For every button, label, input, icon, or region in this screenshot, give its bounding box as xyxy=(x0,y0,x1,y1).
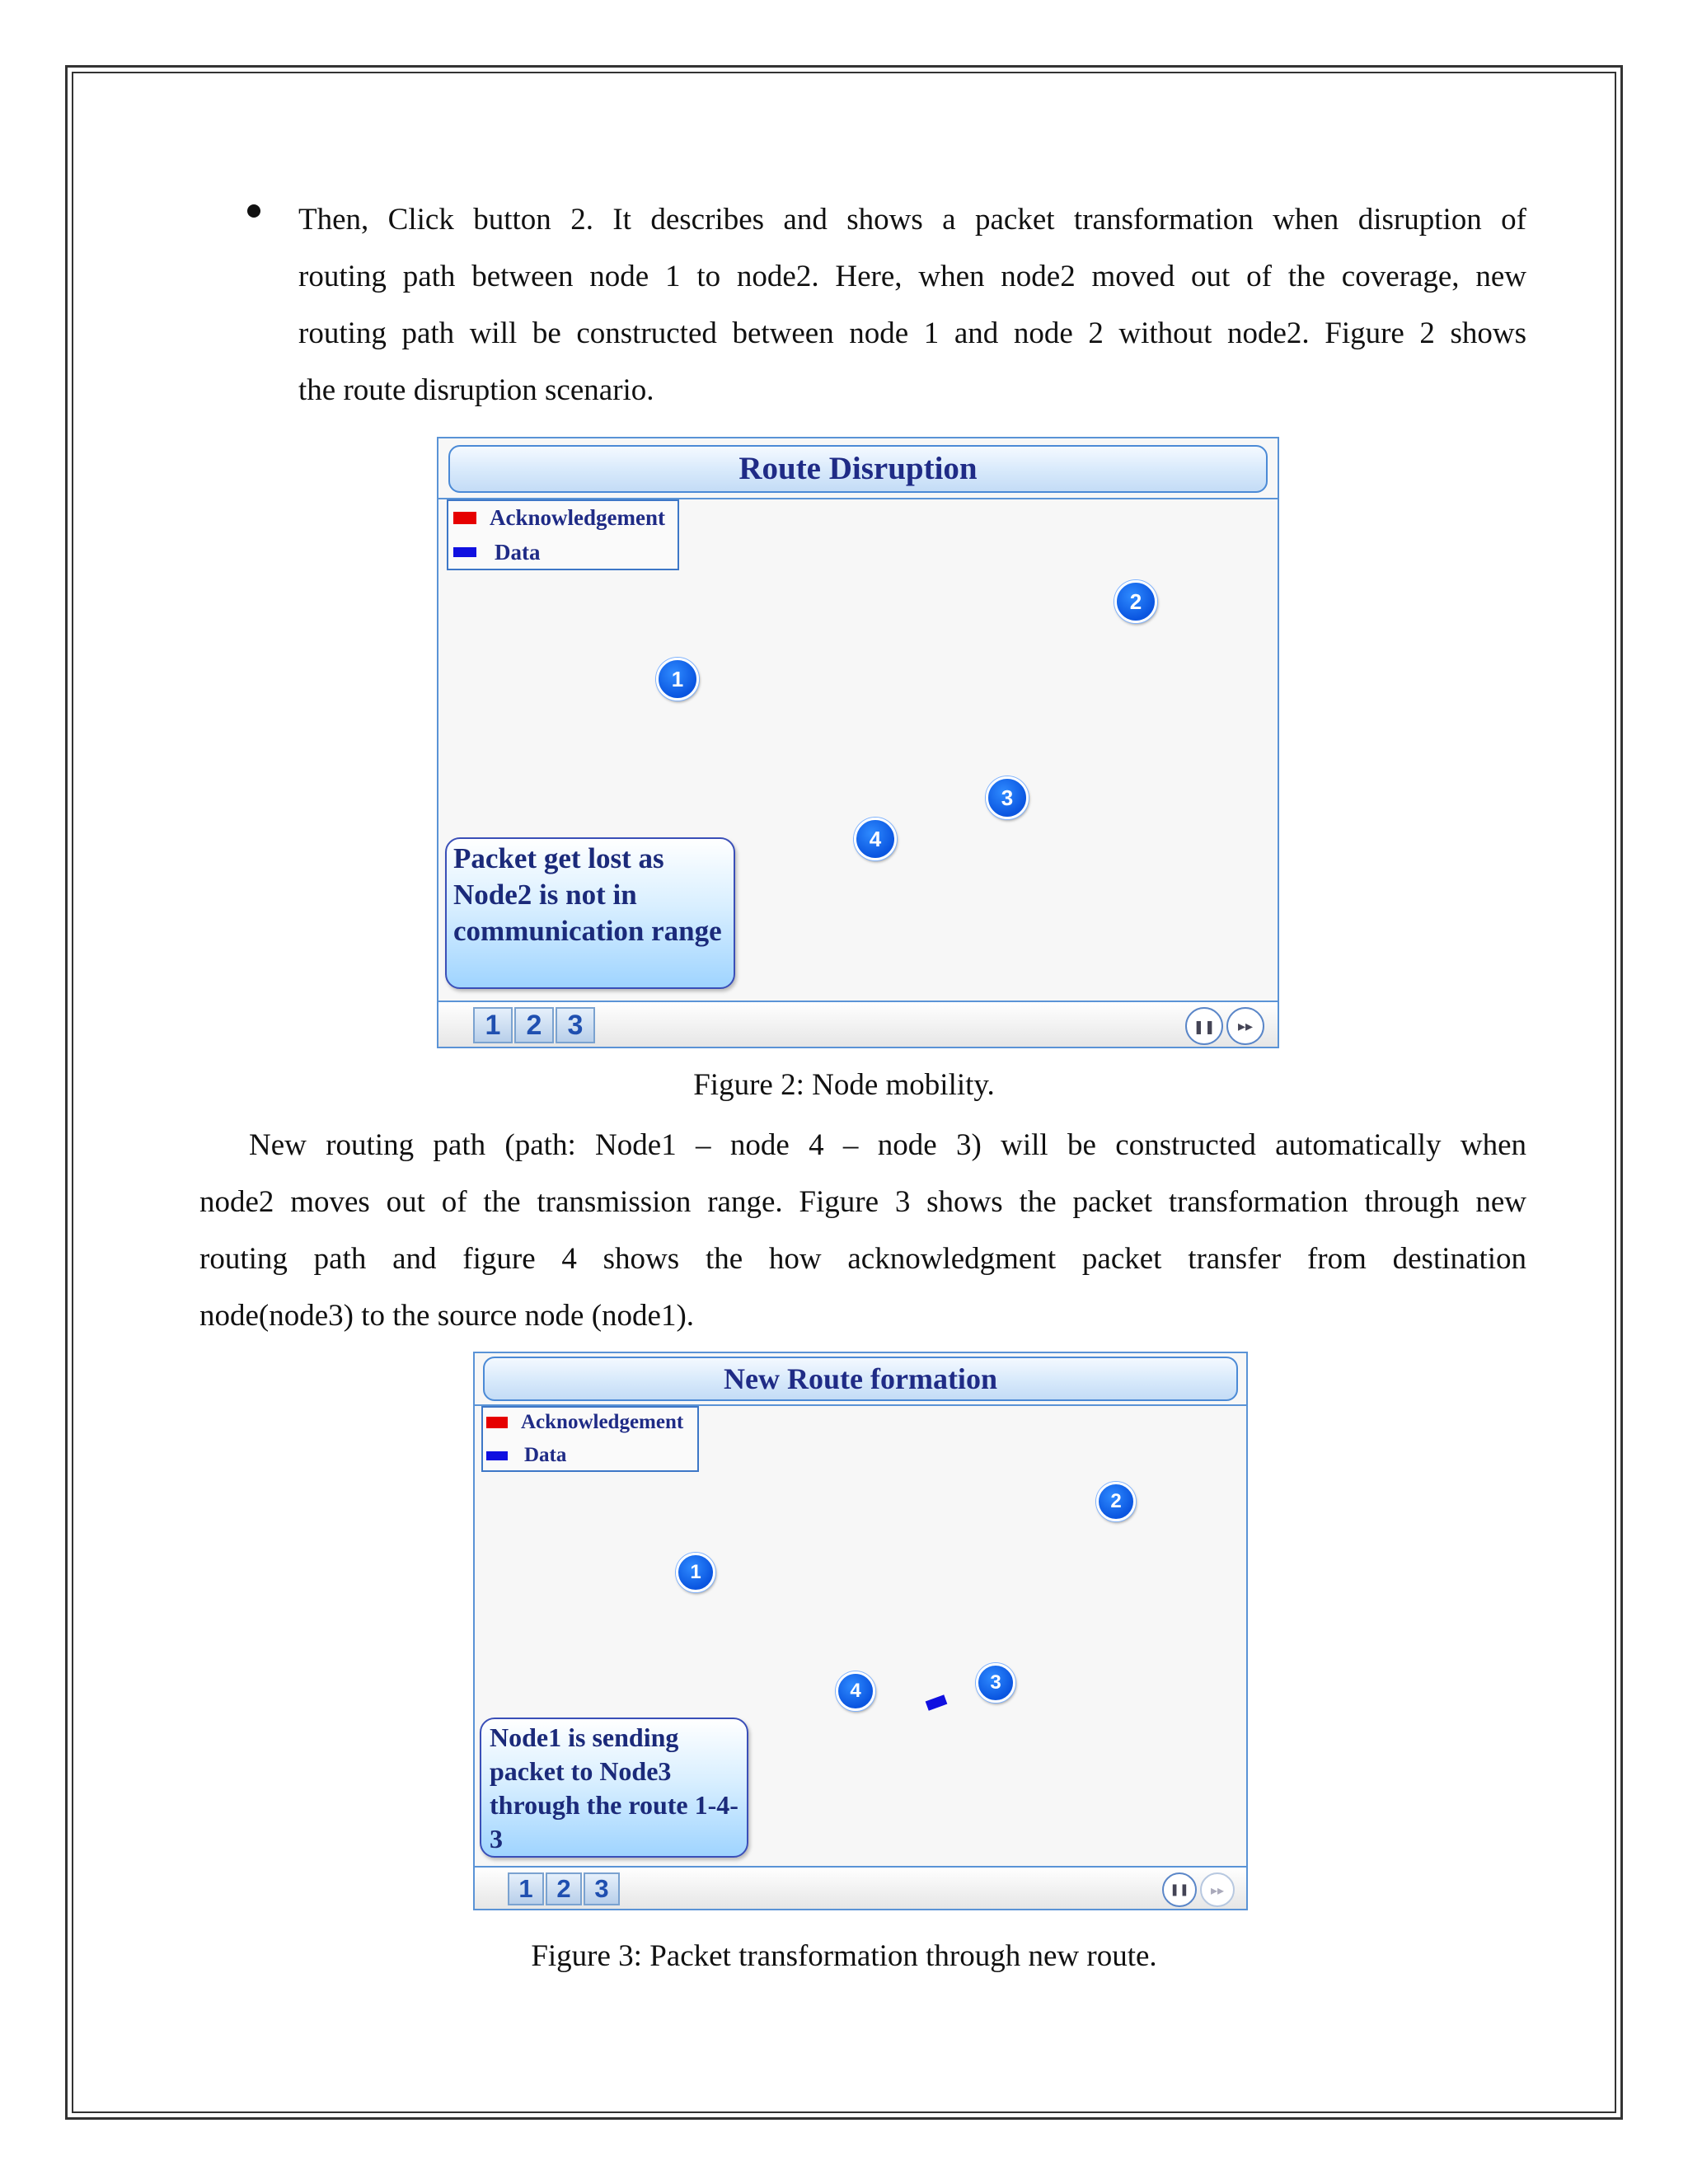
nav-button-2[interactable]: 2 xyxy=(546,1872,582,1905)
legend-ack-label: Acknowledgement xyxy=(490,504,665,530)
nav-button-1[interactable]: 1 xyxy=(473,1007,513,1043)
figure-2-caption: Figure 2: Node mobility. xyxy=(693,1068,995,1102)
node-3[interactable]: 3 xyxy=(986,776,1029,819)
figure-3-caption: Figure 3: Packet transformation through new route. xyxy=(531,1939,1157,1973)
paragraph-line: Then, Click button 2. It describes and shows a packet transformation when disruption of xyxy=(298,203,1526,237)
paragraph-new-route xyxy=(199,1117,1526,1344)
paragraph-line: routing path and figure 4 shows the how acknowledgment packet transfer from destination xyxy=(199,1242,1526,1276)
node-2[interactable]: 2 xyxy=(1114,580,1157,623)
paragraph-line: the route disruption scenario. xyxy=(298,373,654,407)
legend xyxy=(447,499,679,570)
pause-button[interactable] xyxy=(1185,1007,1223,1045)
nav-button-2[interactable]: 2 xyxy=(514,1007,554,1043)
paragraph-line: node(node3) to the source node (node1). xyxy=(199,1299,695,1333)
data-swatch xyxy=(453,547,476,557)
fast-forward-icon: ▸▸ xyxy=(1210,1882,1225,1898)
legend xyxy=(481,1406,699,1472)
status-note: Packet get lost as Node2 is not in communication range xyxy=(445,837,735,989)
node-4[interactable]: 4 xyxy=(854,818,897,860)
playback-bar xyxy=(438,1001,1278,1047)
data-swatch xyxy=(486,1451,508,1460)
figure-title: Route Disruption xyxy=(448,445,1268,493)
figure-new-route-formation xyxy=(473,1352,1248,1910)
pause-button[interactable] xyxy=(1162,1872,1197,1907)
status-note: Node1 is sending packet to Node3 through the route 1-4-3 xyxy=(480,1718,748,1858)
paragraph-line: routing path between node 1 to node2. Here, when node2 moved out of the coverage, new xyxy=(298,260,1526,293)
paragraph-route-disruption xyxy=(298,191,1526,419)
nav-button-1[interactable]: 1 xyxy=(508,1872,544,1905)
ack-swatch xyxy=(486,1417,508,1428)
legend-data-label: Data xyxy=(495,539,541,565)
node-3[interactable]: 3 xyxy=(976,1663,1015,1703)
fast-forward-button[interactable] xyxy=(1226,1007,1264,1045)
fast-forward-icon: ▸▸ xyxy=(1237,1017,1254,1035)
legend-ack-label: Acknowledgement xyxy=(521,1411,684,1433)
legend-data-label: Data xyxy=(524,1444,567,1466)
figure-title: New Route formation xyxy=(483,1357,1238,1401)
bullet-icon xyxy=(247,204,260,218)
paragraph-line: routing path will be constructed between node 1 and node 2 without node2. Figure 2 shows xyxy=(298,316,1526,350)
pause-icon: ❚❚ xyxy=(1170,1883,1189,1896)
nav-button-3[interactable]: 3 xyxy=(584,1872,620,1905)
playback-bar xyxy=(475,1866,1246,1909)
node-1[interactable]: 1 xyxy=(676,1553,715,1592)
ack-swatch xyxy=(453,512,476,524)
fast-forward-button[interactable] xyxy=(1200,1872,1235,1907)
node-2[interactable]: 2 xyxy=(1096,1482,1136,1521)
figure-route-disruption xyxy=(437,437,1279,1048)
node-4[interactable]: 4 xyxy=(836,1671,875,1711)
paragraph-line: node2 moves out of the transmission range. Figure 3 shows the packet transformation through new xyxy=(199,1185,1526,1219)
paragraph-line: New routing path (path: Node1 – node 4 – node 3) will be constructed automatically when xyxy=(249,1128,1526,1162)
node-1[interactable]: 1 xyxy=(656,658,699,701)
pause-icon: ❚❚ xyxy=(1193,1018,1216,1034)
data-packet xyxy=(926,1694,948,1710)
nav-button-3[interactable]: 3 xyxy=(556,1007,595,1043)
